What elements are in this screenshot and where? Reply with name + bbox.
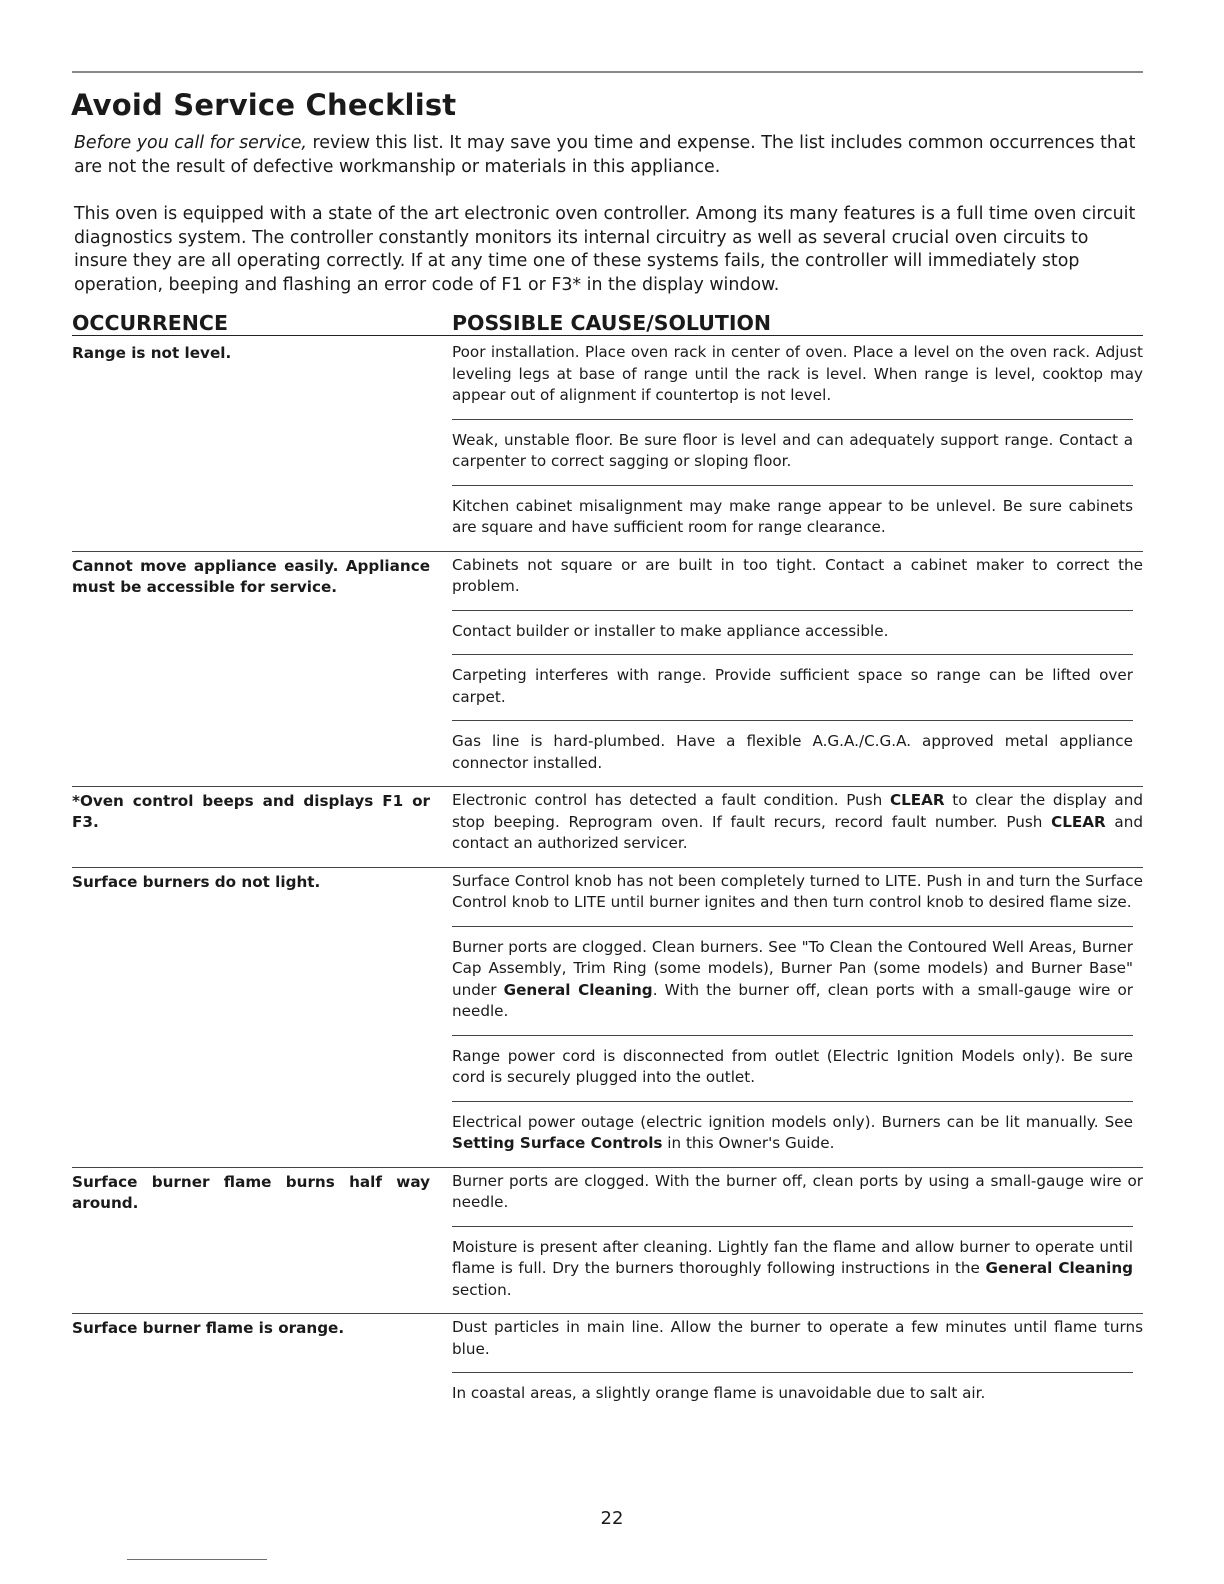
- solution-text: . With the burner off, clean ports with a small-gauge wire or needle.: [452, 980, 1133, 1020]
- page-number: 22: [600, 1508, 624, 1529]
- header-rule: [72, 335, 1143, 336]
- solution-item: [452, 868, 1143, 926]
- solution-text: in this Owner's Guide.: [662, 1134, 835, 1152]
- solution-item: [452, 1168, 1143, 1226]
- checklist-row: [72, 1168, 1143, 1315]
- solution-item: [452, 1226, 1133, 1314]
- occurrence-text: Range is not level.: [72, 344, 232, 362]
- solution-header: POSSIBLE CAUSE/SOLUTION: [452, 311, 772, 335]
- solution-item: [452, 339, 1143, 419]
- solution-item: [452, 926, 1133, 1035]
- solution-text: Poor installation. Place oven rack in center of oven. Place a level on the oven rack. Adjust leveling legs at base of range until the rack is level. When range is level, cooktop may appear out of alignment if countertop is not level.: [452, 343, 1143, 404]
- solution-text: Electronic control has detected a fault condition. Push: [452, 791, 890, 809]
- solution-text: Cabinets not square or are built in too tight. Contact a cabinet maker to correct the problem.: [452, 555, 1143, 595]
- solution-text: Carpeting interferes with range. Provide sufficient space so range can be lifted over carpet.: [452, 666, 1133, 706]
- checklist-row: [72, 552, 1143, 788]
- intro-lead-rest: review this list. It may save you time and expense. The list includes common occurrences that are not the result of defective workmanship or materials in this appliance.: [74, 133, 1136, 177]
- occurrence-text: Cannot move appliance easily. Appliance must be accessible for service.: [72, 556, 430, 596]
- solution-list: [452, 1314, 1143, 1417]
- solution-item: [452, 485, 1133, 551]
- solution-text: In coastal areas, a slightly orange flame is unavoidable due to salt air.: [452, 1384, 986, 1402]
- solution-text: Moisture is present after cleaning. Lightly fan the flame and allow burner to operate until flame is full. Dry the burners thoroughly following instructions in the: [452, 1237, 1133, 1277]
- solution-keyword: General Cleaning: [985, 1259, 1133, 1277]
- solution-list: [452, 339, 1143, 551]
- solution-keyword: CLEAR: [889, 791, 945, 809]
- solution-item: [452, 419, 1133, 485]
- solution-text: Electrical power outage (electric ignition models only). Burners can be lit manually. See: [452, 1112, 1133, 1131]
- solution-text: and contact an authorized servicer.: [452, 812, 1144, 852]
- solution-list: [452, 868, 1143, 1167]
- occurrence-text: Surface burner flame is orange.: [72, 1319, 345, 1337]
- page-title: Avoid Service Checklist: [71, 88, 457, 122]
- solution-item: [452, 1372, 1133, 1417]
- top-rule: [72, 71, 1143, 73]
- solution-item: [452, 787, 1143, 867]
- intro-lead-italic: Before you call for service,: [74, 133, 307, 153]
- checklist-table: [72, 339, 1143, 1417]
- solution-keyword: General Cleaning: [503, 980, 653, 999]
- footer-link-line: [127, 1559, 267, 1560]
- solution-keyword: CLEAR: [1051, 812, 1106, 831]
- solution-item: [452, 1101, 1133, 1167]
- solution-text: to clear the display and stop beeping. Reprogram oven. If fault recurs, record fault number. Push: [452, 791, 1143, 831]
- solution-text: Dust particles in main line. Allow the burner to operate a few minutes until flame turns blue.: [452, 1318, 1143, 1358]
- solution-item: [452, 1314, 1143, 1372]
- solution-text: section.: [452, 1280, 512, 1299]
- solution-item: [452, 552, 1143, 610]
- solution-text: Burner ports are clogged. Clean burners. See "To Clean the Contoured Well Areas, Burner Cap Assembly, Trim Ring (some models), Burner Pan (some models) and Burner Base" under: [452, 937, 1133, 999]
- solution-text: Weak, unstable floor. Be sure floor is level and can adequately support range. Contact a carpenter to correct sagging or sloping floor.: [452, 430, 1133, 470]
- occurrence-text: Surface burner flame burns half way around.: [72, 1172, 430, 1212]
- solution-text: Range power cord is disconnected from outlet (Electric Ignition Models only). Be sure cord is securely plugged into the outlet.: [452, 1046, 1133, 1086]
- occurrence-text: Surface burners do not light.: [72, 872, 321, 891]
- solution-list: [452, 552, 1143, 787]
- solution-keyword: Setting Surface Controls: [452, 1134, 663, 1152]
- solution-text: Burner ports are clogged. With the burner off, clean ports by using a small-gauge wire or needle.: [452, 1171, 1143, 1211]
- solution-list: [452, 787, 1143, 867]
- solution-text: Gas line is hard-plumbed. Have a flexible A.G.A./C.G.A. approved metal appliance connector installed.: [452, 732, 1133, 772]
- solution-item: [452, 610, 1133, 655]
- checklist-row: [72, 868, 1143, 1168]
- solution-list: [452, 1168, 1143, 1314]
- occurrence-header: OCCURRENCE: [72, 311, 228, 335]
- intro-paragraph-1: [74, 132, 1142, 179]
- occurrence-text: *Oven control beeps and displays F1 or F3.: [72, 792, 430, 831]
- solution-item: [452, 654, 1133, 720]
- solution-text: Surface Control knob has not been completely turned to LITE. Push in and turn the Surface Control knob to LITE until burner ignites and then turn control knob to desired flame size.: [452, 871, 1143, 911]
- intro-paragraph-2: This oven is equipped with a state of the art electronic oven controller. Among its many features is a full time oven circuit diagnostics system. The controller constantly monitors its internal circuitry as well as several crucial oven circuits to insure they are all operating correctly. If at any time one of these systems fails, the controller will immediately stop operation, beeping and flashing an error code of F1 or F3* in the display window.: [74, 204, 1136, 295]
- checklist-row: [72, 1314, 1143, 1417]
- checklist-row: [72, 787, 1143, 868]
- solution-text: Contact builder or installer to make appliance accessible.: [452, 621, 889, 640]
- solution-item: [452, 1035, 1133, 1101]
- solution-item: [452, 720, 1133, 786]
- solution-text: Kitchen cabinet misalignment may make range appear to be unlevel. Be sure cabinets are square and have sufficient room for range clearance.: [452, 496, 1133, 536]
- checklist-row: [72, 339, 1143, 552]
